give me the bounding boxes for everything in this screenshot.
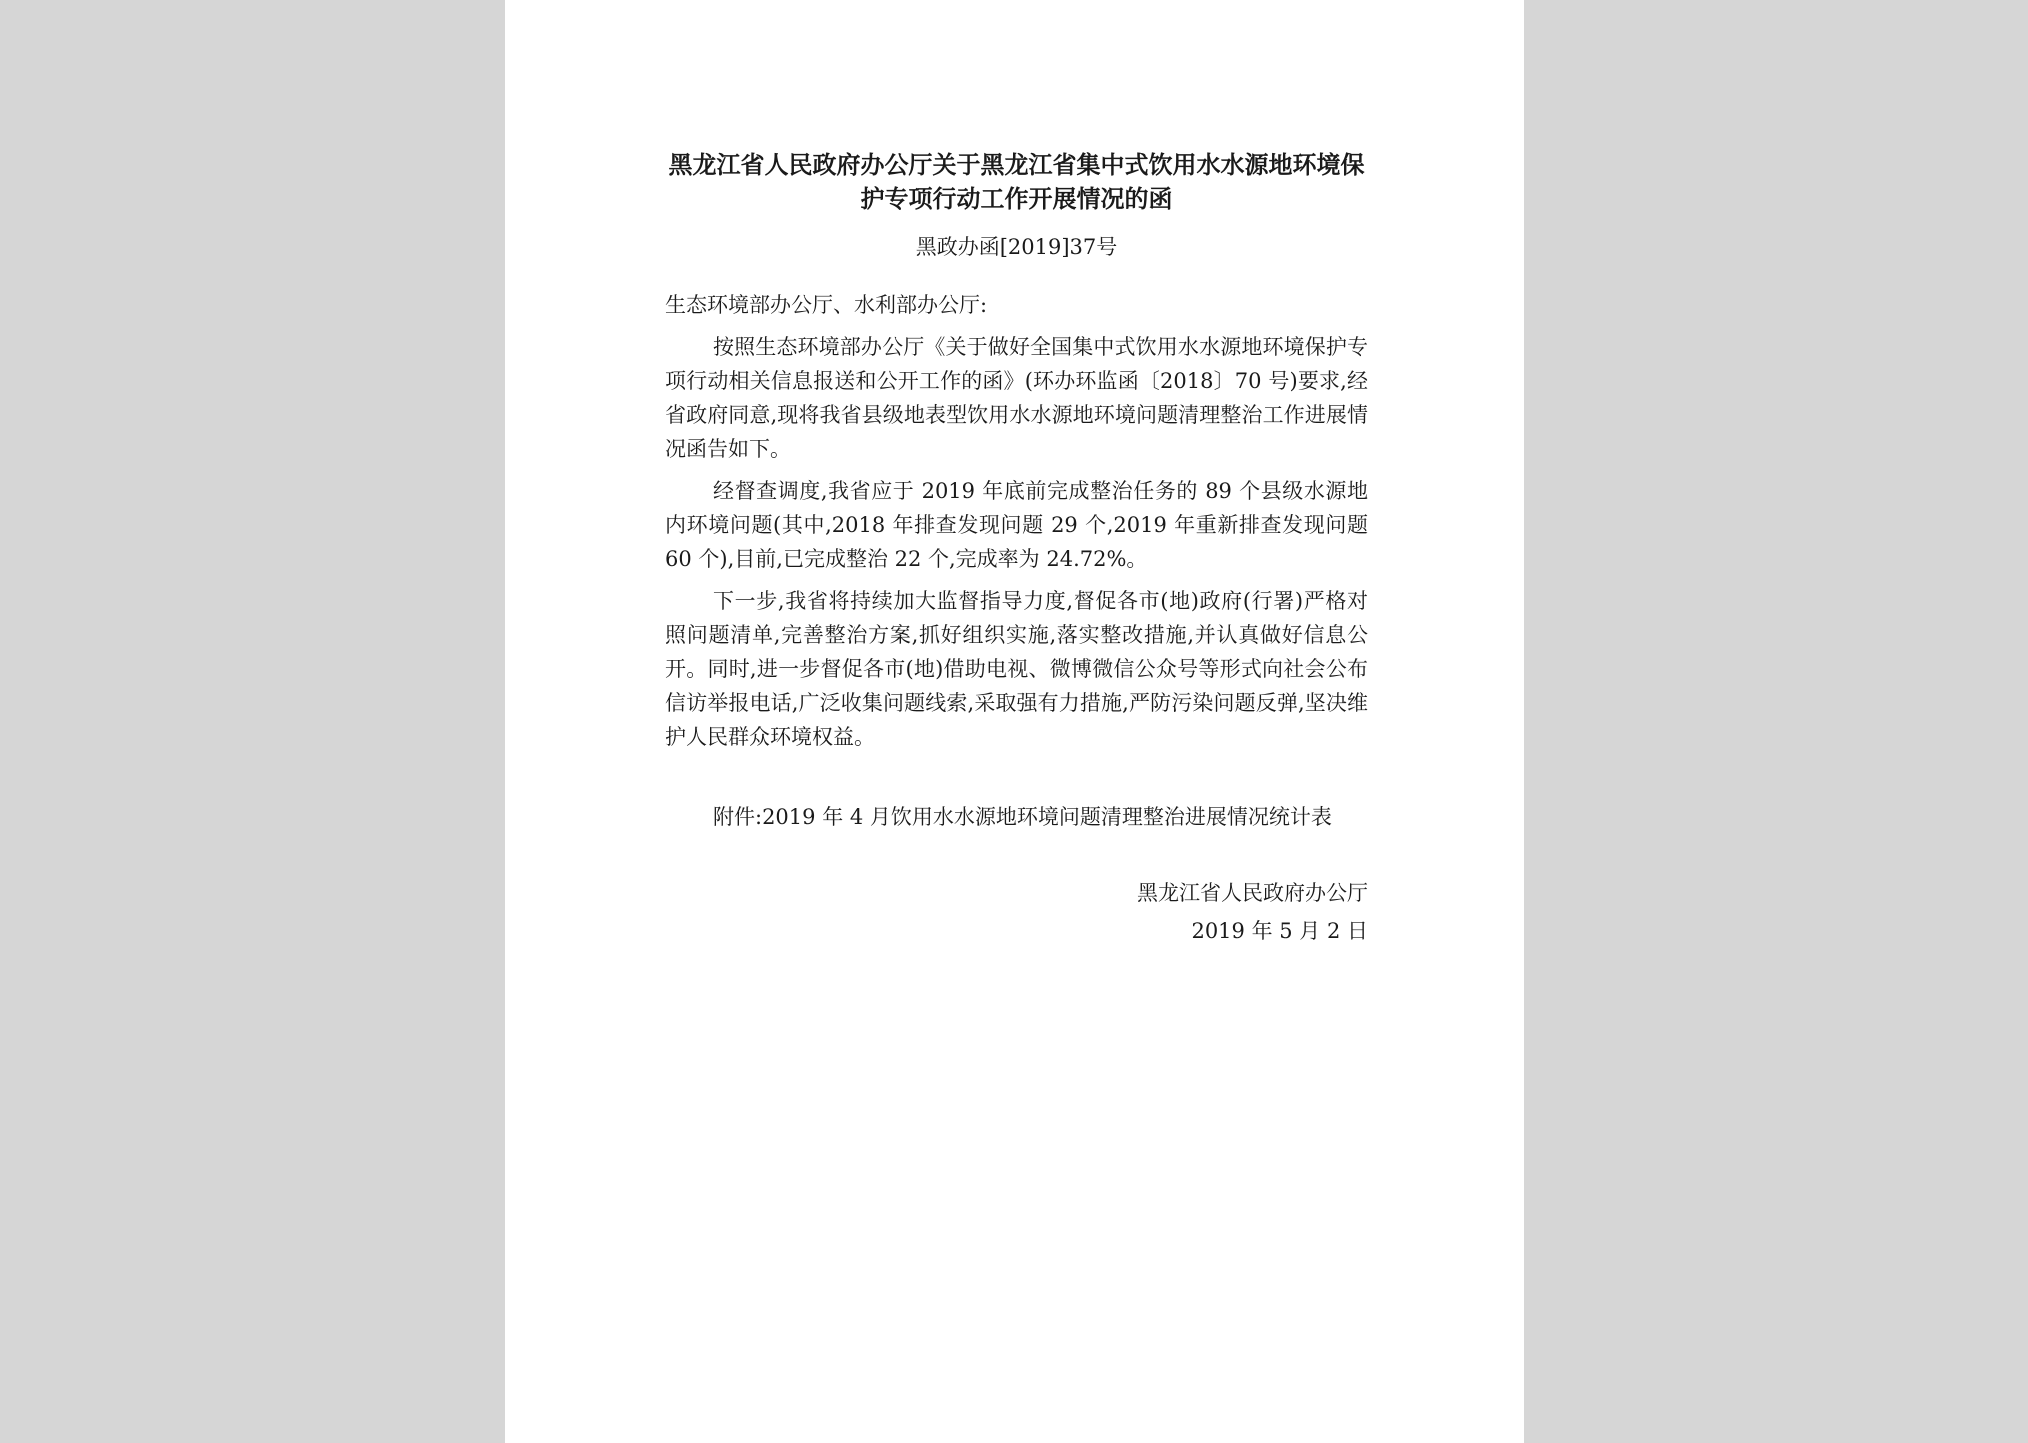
issue-date: 2019 年 5 月 2 日: [1191, 919, 1368, 943]
issuer-name: 黑龙江省人民政府办公厅: [1137, 881, 1368, 905]
document-title: 黑龙江省人民政府办公厅关于黑龙江省集中式饮用水水源地环境保护专项行动工作开展情况的函: [668, 150, 1365, 213]
document-content: [665, 148, 1368, 950]
document-page: [505, 0, 1524, 1443]
recipient-line: 生态环境部办公厅、水利部办公厅:: [665, 293, 988, 317]
signature-block: [665, 874, 1368, 950]
body-paragraph-1: 按照生态环境部办公厅《关于做好全国集中式饮用水水源地环境保护专项行动相关信息报送和公开工作的函》(环办环监函〔2018〕70 号)要求,经省政府同意,现将我省县级地表型饮用水水源地环境问题清理整治工作进展情况函告如下。: [665, 335, 1368, 461]
body-paragraph-2: 经督查调度,我省应于 2019 年底前完成整治任务的 89 个县级水源地内环境问题(其中,2018 年排查发现问题 29 个,2019 年重新排查发现问题 60 个),目前,已完成整治 22 个,完成率为 24.72%。: [665, 479, 1368, 571]
attachment-note: 附件:2019 年 4 月饮用水水源地环境问题清理整治进展情况统计表: [713, 805, 1332, 829]
body-paragraph-3: 下一步,我省将持续加大监督指导力度,督促各市(地)政府(行署)严格对照问题清单,完善整治方案,抓好组织实施,落实整改措施,并认真做好信息公开。同时,进一步督促各市(地)借助电视、微博微信公众号等形式向社会公布信访举报电话,广泛收集问题线索,采取强有力措施,严防污染问题反弹,坚决维护人民群众环境权益。: [665, 589, 1368, 749]
document-number: 黑政办函[2019]37号: [915, 235, 1118, 259]
